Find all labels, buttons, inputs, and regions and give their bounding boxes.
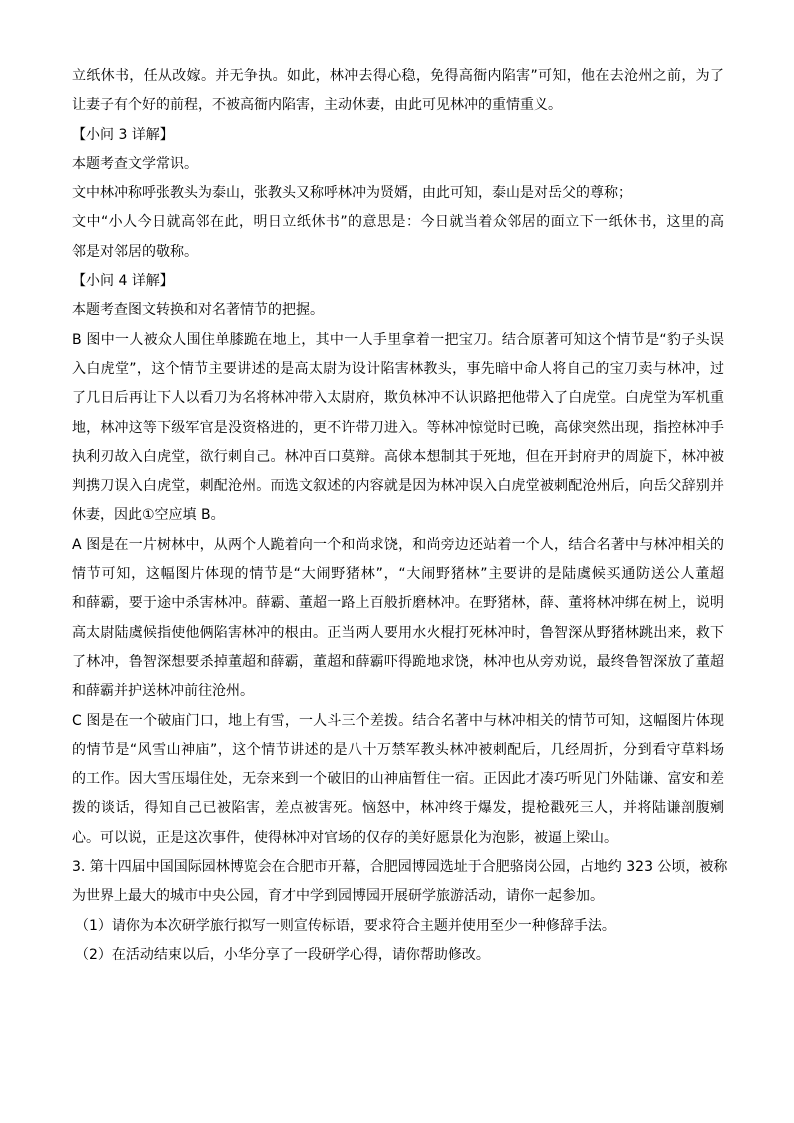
text-line: 地，林冲这等下级军官是没资格进的，更不许带刀进入。等林冲惊觉时已晚，高俅突然出现，指控林冲手 — [72, 419, 724, 436]
text-line: 文中林冲称呼张教头为泰山，张教头又称呼林冲为贤婿，由此可知，泰山是对岳父的尊称； — [72, 185, 632, 202]
text-line: 和薛霸，要于途中杀害林冲。薛霸、董超一路上百般折磨林冲。在野猪林，薛、董将林冲绑在树上，说明 — [72, 595, 724, 612]
text-line: 了几日后再让下人以看刀为名将林冲带入太尉府，欺负林冲不认识路把他带入了白虎堂。白虎堂为军机重 — [72, 390, 724, 407]
text-line: 的情节是“风雪山神庙”，这个情节讲述的是八十万禁军教头林冲被刺配后，几经周折，分到看守草料场 — [72, 741, 724, 758]
text-line: B 图中一人被众人围住单膝跪在地上，其中一人手里拿着一把宝刀。结合原著可知这个情节是“豹子头误 — [72, 331, 724, 348]
text-line: C 图是在一个破庙门口，地上有雪，一人斗三个差拨。结合名著中与林冲相关的情节可知，这幅图片体现 — [72, 712, 724, 729]
text-line: 本题考查图文转换和对名著情节的把握。 — [72, 302, 324, 319]
sub-question-2: （2）在活动结束以后，小华分享了一段研学心得，请你帮助修改。 — [75, 946, 490, 963]
text-line: 心。可以说，正是这次事件，使得林冲对官场的仅存的美好愿景化为泡影，被逼上梁山。 — [72, 829, 618, 846]
text-line: 情节可知，这幅图片体现的情节是“大闹野猪林”，“大闹野猪林”主要讲的是陆虞候买通防送公人董超 — [72, 566, 724, 583]
text-line: 文中“小人今日就高邻在此，明日立纸休书”的意思是：今日就当着众邻居的面立下一纸休书，这里的高 — [72, 214, 724, 231]
text-line: 本题考查文学常识。 — [72, 155, 198, 172]
text-line: 执利刃故入白虎堂，欲行刺自己。林冲百口莫辩。高俅本想制其于死地，但在开封府尹的周旋下，林冲被 — [72, 448, 724, 465]
text-line: 判携刀误入白虎堂，刺配沧州。而选文叙述的内容就是因为林冲误入白虎堂被刺配沧州后，向岳父辞别并 — [72, 478, 724, 495]
text-line: 休妻，因此①空应填 B。 — [72, 507, 225, 524]
question-text: 为世界上最大的城市中央公园，育才中学到园博园开展研学旅游活动，请你一起参加。 — [72, 888, 604, 905]
sub-question-1: （1）请你为本次研学旅行拟写一则宣传标语，要求符合主题并使用至少一种修辞手法。 — [75, 917, 616, 934]
text-line: 了林冲，鲁智深想要杀掉董超和薛霸，董超和薛霸吓得跪地求饶，林冲也从旁劝说，最终鲁智深放了董超 — [72, 653, 724, 670]
text-line: 邻是对邻居的敬称。 — [72, 243, 198, 260]
text-line: 的工作。因大雪压塌住处，无奈来到一个破旧的山神庙暂住一宿。正因此才凑巧听见门外陆谦、富安和差 — [72, 771, 724, 788]
text-line: A 图是在一片树林中，从两个人跪着向一个和尚求饶，和尚旁边还站着一个人，结合名著中与林冲相关的 — [72, 536, 724, 553]
question-text: 3. 第十四届中国国际园林博览会在合肥市开幕，合肥园博园选址于合肥骆岗公园，占地约 323 公顷，被称 — [72, 859, 728, 876]
section-heading: 【小问 4 详解】 — [72, 273, 174, 290]
text-line: 让妻子有个好的前程，不被高衙内陷害，主动休妻，由此可见林冲的重情重义。 — [72, 97, 562, 114]
text-line: 和薛霸并护送林冲前往沧州。 — [72, 683, 254, 700]
section-heading: 【小问 3 详解】 — [72, 126, 174, 143]
text-line: 立纸休书，任从改嫁。并无争执。如此，林冲去得心稳，免得高衙内陷害”可知，他在去沧州之前，为了 — [72, 68, 724, 84]
document-page — [72, 62, 728, 970]
text-line: 高太尉陆虞候指使他俩陷害林冲的根由。正当两人要用水火棍打死林冲时，鲁智深从野猪林跳出来，救下 — [72, 624, 724, 641]
text-line: 拨的谈话，得知自己已被陷害，差点被害死。恼怒中，林冲终于爆发，提枪戳死三人，并将陆谦剖腹剜 — [72, 800, 724, 817]
text-line: 入白虎堂”，这个情节主要讲述的是高太尉为设计陷害林教头，事先暗中命人将自己的宝刀卖与林冲，过 — [72, 360, 724, 377]
